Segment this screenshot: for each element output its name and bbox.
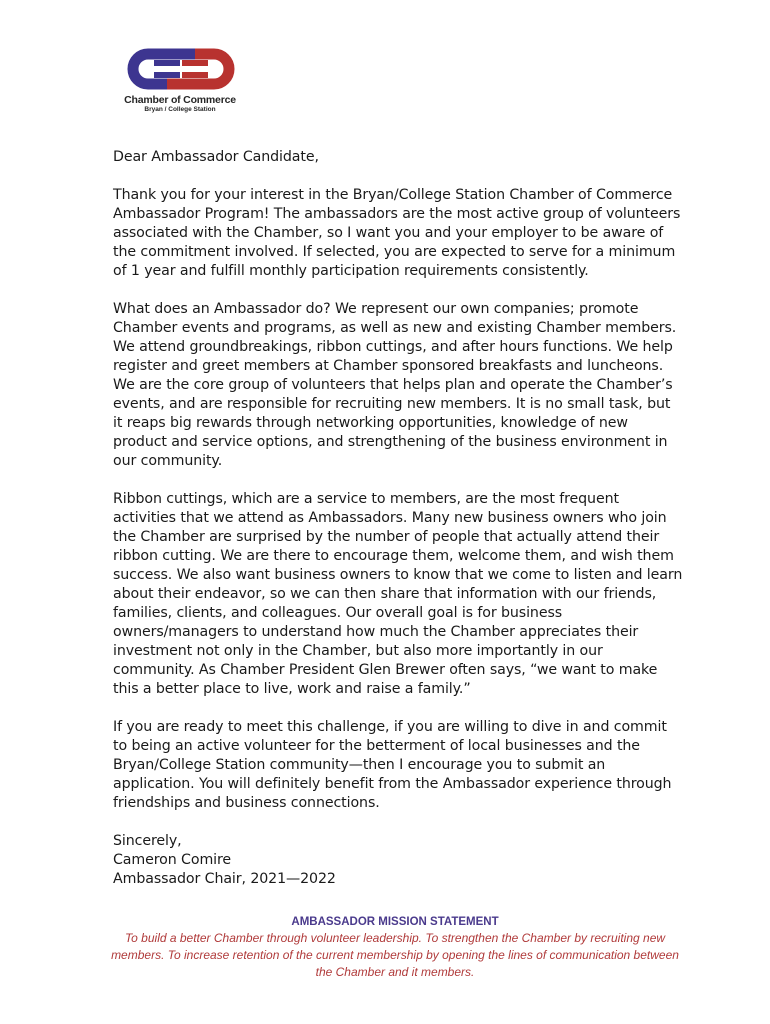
paragraph-role: What does an Ambassador do? We represent our own companies; promote Chamber events and programs, as well as new and existing Chamber members. We attend groundbreakings, ribbon cuttings, and after hours functions. We help register and greet members at Chamber sponsored breakfasts and luncheons. We are the core group of volunteers that helps plan and operate the Chamber’s events, and are responsible for recruiting new members. It is no small task, but it reaps big rewards through networking opportunities, knowledge of new product and service options, and strengthening of the business environment in our community. (113, 301, 677, 469)
logo-title: Chamber of Commerce (124, 94, 236, 106)
mission-text: To build a better Chamber through volunteer leadership. To strengthen the Chamber by recruiting new members. To increase retention of the current membership by opening the lines of communication between the Chamber and it members. (111, 931, 679, 979)
paragraph-ribbon-cuttings: Ribbon cuttings, which are a service to members, are the most frequent activities that we attend as Ambassadors. Many new business owners who join the Chamber are surprised by the number of people that actually attend their ribbon cutting. We are there to encourage them, welcome them, and wish them success. We also want business owners to know that we come to listen and learn about their endeavor, so we can then share that information with our friends, families, clients, and colleagues. Our overall goal is for business owners/managers to understand how much the Chamber appreciates their investment not only in the Chamber, but also more importantly in our community. As Chamber President Glen Brewer often says, “we want to make this a better place to live, work and raise a family.” (113, 491, 683, 697)
chamber-logo (118, 46, 246, 118)
logo-subtitle: Bryan / College Station (144, 106, 216, 113)
paragraph-intro: Thank you for your interest in the Bryan/College Station Chamber of Commerce Ambassador Program! The ambassadors are the most active group of volunteers associated with the Chamber, so I want you and your employer to be aware of the commitment involved. If selected, you are expected to serve for a minimum of 1 year and fulfill monthly participation requirements consistently. (113, 187, 681, 279)
signer-title: Ambassador Chair, 2021—2022 (113, 871, 336, 887)
mission-title: AMBASSADOR MISSION STATEMENT (291, 916, 499, 928)
mission-statement (100, 915, 690, 981)
signer-name: Cameron Comire (113, 852, 232, 868)
closing: Sincerely, (113, 833, 182, 849)
greeting: Dear Ambassador Candidate, (113, 149, 319, 165)
paragraph-call-to-action: If you are ready to meet this challenge, if you are willing to dive in and commit to being an active volunteer for the betterment of local businesses and the Bryan/College Station community—then I encourage you to submit an application. You will definitely benefit from the Ambassador experience through friendships and business connections. (113, 719, 672, 811)
chain-links-logo-icon (120, 46, 242, 92)
letter-body (113, 148, 683, 889)
